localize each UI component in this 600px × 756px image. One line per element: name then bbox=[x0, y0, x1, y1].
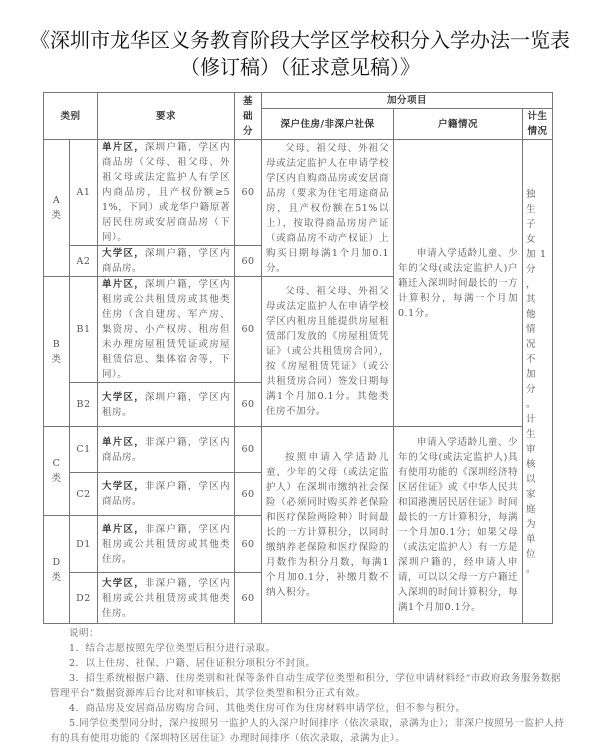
header-requirement: 要求 bbox=[98, 93, 235, 140]
code-cell: D2 bbox=[70, 573, 98, 624]
table-row bbox=[44, 140, 553, 246]
note-item: 4．商品房及安居商品房购房合同、其他类住房可作为住房材料申请学位，但不参与积分。 bbox=[69, 703, 466, 714]
score-cell: 60 bbox=[235, 140, 262, 246]
group-cell: B类 bbox=[44, 277, 70, 427]
hukou-cell-ab: 申请入学适龄儿童、少年的父母(或法定监护人)户籍迁入深圳时间最长的一方计算积分，每满一个月加0.1分。 bbox=[394, 140, 523, 427]
note-item: 1．结合志愿按照先学位类型后积分进行录取。 bbox=[69, 643, 276, 654]
code-cell: D1 bbox=[70, 516, 98, 573]
code-cell: B2 bbox=[70, 383, 98, 427]
note-item: 5.同学位类型同分时，深户按照另一监护人的入深户时间排序（依次录取，录满为止）；非深户按照另一监护人持有的具有使用功能的《深圳特区居住证》办理时间排序（依次录取，录满为止）。 bbox=[50, 718, 565, 744]
housing-cell-b: 父母、祖父母、外祖父母或法定监护人在申请学校学区内租房且能提供房屋租赁部门发放的《房屋租赁凭证》（或公共租赁房合同），按《房屋租赁凭证》（或公共租赁房合同）签发日期每满1个月加0.1分。其他类住房不加分。 bbox=[262, 277, 394, 427]
code-cell: C1 bbox=[70, 427, 98, 473]
housing-cell-a: 父母、祖父母、外祖父母或法定监护人在申请学校学区内自购商品房或安居商品房（要求为住宅用途商品房，且产权份额在51%以上），按取得商品房房产证（或商品房不动产权证）上购买日期每满1个月加0.1分。 bbox=[262, 140, 394, 277]
family-planning-cell: 独生子女加1分，其他情况不加分。计生审核以家庭为单位。 bbox=[523, 140, 553, 624]
header-category: 类别 bbox=[44, 93, 98, 140]
requirement-cell: 大学区，深圳户籍，学区内租房。 bbox=[98, 383, 235, 427]
hukou-cell-cd: 申请入学适龄儿童、少年的父母(或法定监护人)具有使用功能的《深圳经济特区居住证》或《中华人民共和国港澳居民居住证》时间最长的一方计算积分，每满一个月加0.1分；如果父母（或法定监护人）有一方是深圳户籍的，经申请人申请，可以以父母一方户籍迁入深圳的时间计算积分，每满1个月加0.1分。 bbox=[394, 427, 523, 624]
header-bonus: 加分项目 bbox=[262, 93, 553, 109]
requirement-cell: 单片区，非深户籍，学区内商品房。 bbox=[98, 427, 235, 473]
notes-heading: 说明： bbox=[69, 628, 100, 639]
group-cell: D类 bbox=[44, 516, 70, 624]
note-item: 2．以上住房、社保、户籍、居住证积分项积分不封顶。 bbox=[69, 658, 316, 669]
requirement-cell: 大学区，深圳户籍，学区内商品房。 bbox=[98, 246, 235, 277]
header-base-score: 基础分 bbox=[235, 93, 262, 140]
group-cell: A类 bbox=[44, 140, 70, 277]
requirement-cell: 单片区，非深户籍，学区内租房或公共租赁房或其他类住房。 bbox=[98, 516, 235, 573]
notes-section bbox=[50, 626, 570, 746]
note-item: 3．招生系统根据户籍、住房类别和社保等条件自动生成学位类型和积分，学位申请材料经“市政府政务服务数据管理平台”数据资源库后台比对和审核后，其学位类型和积分正式有效。 bbox=[50, 673, 561, 699]
code-cell: C2 bbox=[70, 473, 98, 516]
score-cell: 60 bbox=[235, 573, 262, 624]
score-cell: 60 bbox=[235, 246, 262, 277]
code-cell: A1 bbox=[70, 140, 98, 246]
page-title: 《深圳市龙华区义务教育阶段大学区学校积分入学办法一览表（修订稿）（征求意见稿）》 bbox=[30, 28, 570, 79]
requirement-cell: 大学区，非深户籍，学区内商品房。 bbox=[98, 473, 235, 516]
header-family-planning: 计生情况 bbox=[523, 109, 553, 140]
code-cell: A2 bbox=[70, 246, 98, 277]
table-row bbox=[44, 427, 553, 473]
score-cell: 60 bbox=[235, 516, 262, 573]
score-cell: 60 bbox=[235, 383, 262, 427]
header-housing: 深户住房/非深户社保 bbox=[262, 109, 394, 140]
requirement-cell: 单片区，深圳户籍，学区内商品房（父母、祖父母、外祖父母或法定监护人有学区内商品房，且产权份额≥51%，下同）或龙华户籍原著居民住房或安居商品房（下同）。 bbox=[98, 140, 235, 246]
score-cell: 60 bbox=[235, 473, 262, 516]
score-cell: 60 bbox=[235, 427, 262, 473]
social-insurance-cell-cd: 按照申请入学适龄儿童、少年的父母（或法定监护人）在深圳市缴纳社会保险（必须同时购买养老保险和医疗保险两险种）时间最长的一方计算积分，以同时缴纳养老保险和医疗保险的月数作为积分月数，每满1个月加0.1分，补缴月数不纳入积分。 bbox=[262, 427, 394, 624]
code-cell: B1 bbox=[70, 277, 98, 383]
group-cell: C类 bbox=[44, 427, 70, 516]
admission-points-table bbox=[43, 92, 553, 624]
score-cell: 60 bbox=[235, 277, 262, 383]
header-hukou: 户籍情况 bbox=[394, 109, 523, 140]
requirement-cell: 单片区，深圳户籍，学区内租房或公共租赁房或其他类住房（含自建房、军产房、集资房、小产权房、租房但未办理房屋租赁凭证或房屋租赁信息、集体宿舍等，下同）。 bbox=[98, 277, 235, 383]
requirement-cell: 大学区，非深户籍，学区内租房或公共租赁房或其他类住房。 bbox=[98, 573, 235, 624]
